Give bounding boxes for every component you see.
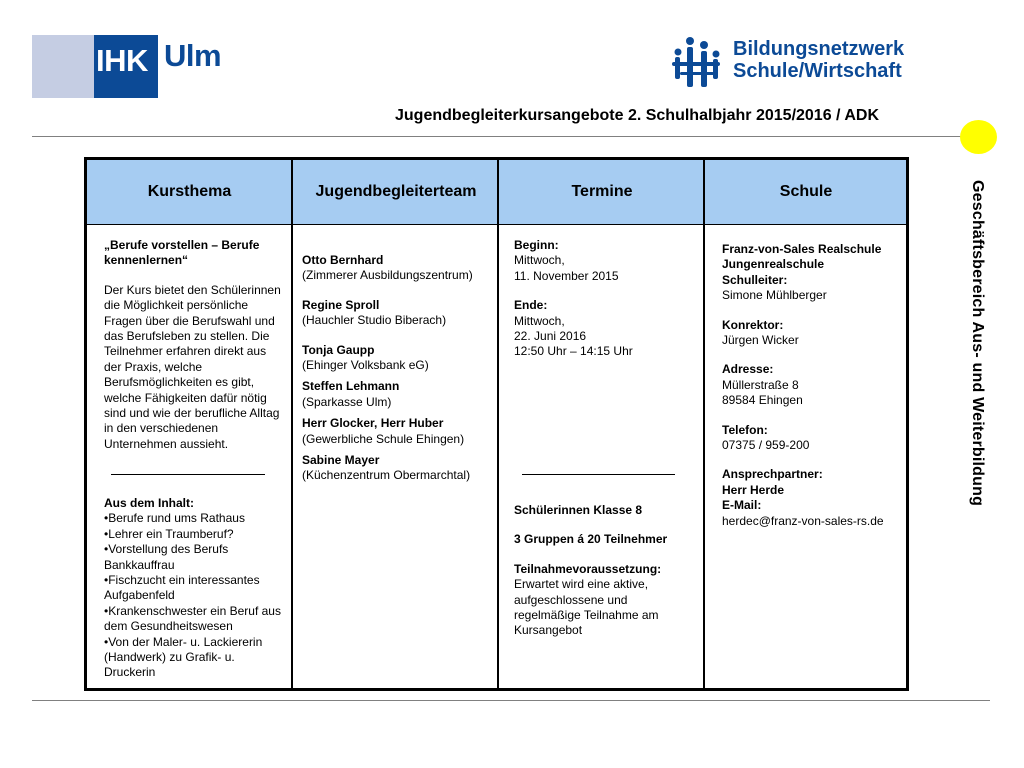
course-time: 12:50 Uhr – 14:15 Uhr <box>514 344 633 359</box>
ansprech-name: Herr Herde <box>722 482 785 497</box>
inhalt-item: •Krankenschwester ein Beruf aus dem Gesundheitswesen <box>104 603 281 634</box>
column-divider <box>291 160 293 688</box>
team-member-name: Tonja Gaupp <box>302 342 375 357</box>
konrektor-label: Konrektor: <box>722 317 784 332</box>
course-description: Der Kurs bietet den Schülerinnen die Möglichkeit persönliche Fragen über die Berufswahl und das Berufsleben zu stellen. Die Teilnehmer erfahren direkt aus der Praxis, welche Berufsmöglichkeiten es gibt, welche Fähigkeiten dafür nötig sind und wie der berufliche Alltag in den verschiedenen Unternehmen aussieht. <box>104 282 281 451</box>
gruppen: 3 Gruppen á 20 Teilnehmer <box>514 532 668 547</box>
team-cell <box>302 253 492 484</box>
school-name: Franz-von-Sales Realschule Jungenrealschule <box>722 242 882 272</box>
column-divider <box>703 160 705 688</box>
adresse-city: 89584 Ehingen <box>722 393 803 408</box>
team-member-name: Sabine Mayer <box>302 453 380 468</box>
inhalt-cell <box>104 496 284 681</box>
email-label: E-Mail: <box>722 498 762 513</box>
beginn-day: Mittwoch, <box>514 253 565 268</box>
header-jugendbegleiterteam: Jugendbegleiterteam <box>315 183 477 200</box>
team-member-org: (Küchenzentrum Obermarchtal) <box>302 468 471 483</box>
course-title: „Berufe vorstellen – Berufe kennenlernen“ <box>104 238 260 268</box>
inhalt-item: •Vorstellung des Berufs Bankkauffrau <box>104 542 229 572</box>
adresse-street: Müllerstraße 8 <box>722 377 799 392</box>
inhalt-item: •Fischzucht ein interessantes Aufgabenfeld <box>104 573 260 603</box>
termine-separator <box>522 474 675 475</box>
header-kursthema: Kursthema <box>147 183 232 200</box>
kursthema-cell <box>104 238 284 452</box>
schule-cell <box>722 242 902 529</box>
voraussetzung-label: Teilnahmevoraussetzung: <box>514 561 662 576</box>
email-address: herdec@franz-von-sales-rs.de <box>722 513 884 528</box>
inhalt-item: •Berufe rund ums Rathaus <box>104 511 245 526</box>
team-member-name: Steffen Lehmann <box>302 379 400 394</box>
header-termine: Termine <box>571 183 633 200</box>
ihk-logo-left-text: IHK <box>96 43 148 78</box>
team-member-org: (Hauchler Studio Biberach) <box>302 313 447 328</box>
bn-logo-line2: Schule/Wirtschaft <box>733 60 902 82</box>
team-member-name: Otto Bernhard <box>302 253 384 267</box>
inhalt-label: Aus dem Inhalt: <box>104 496 195 510</box>
konrektor-name: Jürgen Wicker <box>722 333 799 348</box>
course-table <box>84 157 909 691</box>
bn-logo-line1: Bildungsnetzwerk <box>733 38 905 60</box>
document-title: Jugendbegleiterkursangebote 2. Schulhalbjahr 2015/2016 / ADK <box>395 107 880 124</box>
team-member-name: Regine Sproll <box>302 297 380 312</box>
beginn-date: 11. November 2015 <box>514 268 619 283</box>
ihk-logo-right-text: Ulm <box>164 38 222 73</box>
ende-day: Mittwoch, <box>514 313 565 328</box>
team-member-name: Herr Glocker, Herr Huber <box>302 416 444 431</box>
leiter-label: Schulleiter: <box>722 272 788 287</box>
termine-cell <box>514 238 694 360</box>
beginn-label: Beginn: <box>514 238 559 252</box>
teilnehmer-cell <box>514 503 694 639</box>
top-divider <box>32 136 990 137</box>
ende-date: 22. Juni 2016 <box>514 329 587 344</box>
yellow-dot-decoration <box>960 120 997 154</box>
team-member-org: (Sparkasse Ulm) <box>302 394 392 409</box>
side-label: Geschäftsbereich Aus- und Weiterbildung <box>969 180 986 507</box>
ihk-ulm-logo <box>32 35 158 98</box>
header-schule: Schule <box>779 183 833 200</box>
kursthema-separator <box>111 474 265 475</box>
inhalt-item: •Lehrer ein Traumberuf? <box>104 526 234 541</box>
ende-label: Ende: <box>514 298 548 313</box>
ansprech-label: Ansprechpartner: <box>722 467 823 482</box>
inhalt-item: •Von der Maler- u. Lackiererin (Handwerk) zu Grafik- u. Druckerin <box>104 634 263 680</box>
voraussetzung-text: Erwartet wird eine aktive, aufgeschlossene und regelmäßige Teilnahme am Kursangebot <box>514 577 659 638</box>
leiter-name: Simone Mühlberger <box>722 288 827 303</box>
team-member-org: (Gewerbliche Schule Ehingen) <box>302 431 465 446</box>
klasse: Schülerinnen Klasse 8 <box>514 503 643 517</box>
column-divider <box>497 160 499 688</box>
team-member-org: (Zimmerer Ausbildungszentrum) <box>302 268 473 283</box>
telefon-label: Telefon: <box>722 422 768 437</box>
adresse-label: Adresse: <box>722 362 774 377</box>
team-member-org: (Ehinger Volksbank eG) <box>302 358 429 373</box>
bottom-divider <box>32 700 990 701</box>
people-network-icon <box>670 36 722 90</box>
bildungsnetzwerk-logo-text <box>733 38 904 82</box>
telefon-number: 07375 / 959-200 <box>722 438 810 453</box>
